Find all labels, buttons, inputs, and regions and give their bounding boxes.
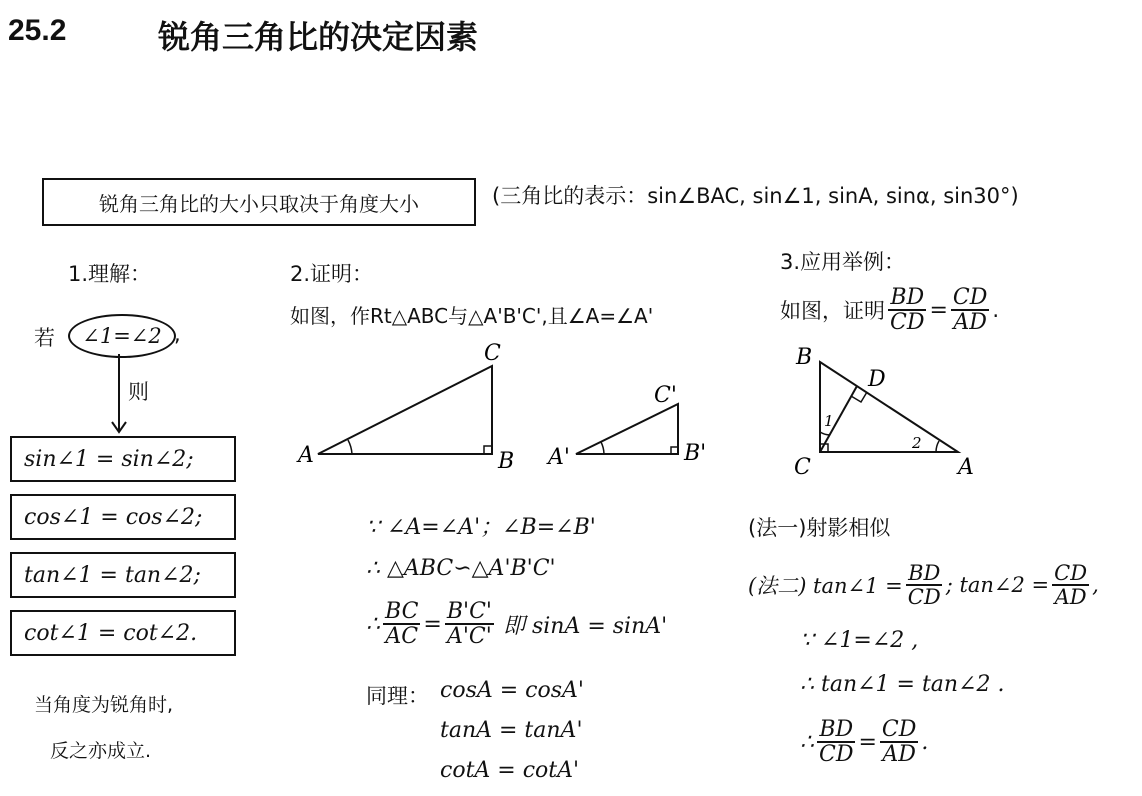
part3-heading: 3.应用举例： [780,250,906,274]
triangles-figure [290,334,740,484]
method2-line2: ∵ ∠1=∠2 , [800,628,919,653]
label-b: B [498,449,515,474]
same-label: 同理： [366,684,429,708]
same-cot: cotA = cotA' [440,758,580,783]
prove-statement: 如图，证明 $\frac{BD}{CD}$ = $\frac{CD}{AD}$ . [780,285,1000,336]
section-number: 25.2 [8,14,67,47]
condition-suffix: , [174,322,181,346]
proof-step2: ∴ △ABC∽△A'B'C' [366,556,556,581]
label-a-prime: A' [548,445,570,470]
fraction-bc-ac: $\frac{BC}{AC}$ [385,599,419,650]
result-tan: tan∠1 = tan∠2; [10,552,236,598]
fig-label-c: C [794,455,811,480]
proof-setup: 如图，作Rt△ABC与△A'B'C',且∠A=∠A' [290,304,654,328]
m2-final-fraction-cd-ad: $\frac{CD}{AD}$ [881,717,917,768]
fraction-bd-cd: $\frac{BD}{CD}$ [890,285,925,336]
fig-angle-1: 1 [824,412,834,430]
main-statement: 锐角三角比的大小只取决于角度大小 [99,191,419,216]
fig-label-d: D [868,367,886,392]
main-statement-box [42,178,476,226]
result-cos: cos∠1 = cos∠2; [10,494,236,540]
label-c-prime: C' [654,383,677,408]
if-label: 若 [34,326,55,350]
triangle-abc [296,341,514,474]
label-a: A [298,443,314,468]
method1: (法一)射影相似 [748,516,891,540]
right-triangle-figure [790,344,990,484]
same-tan: tanA = tanA' [440,718,583,743]
proof-step1: ∵ ∠A=∠A'；∠B=∠B' [366,515,596,540]
note-line1: 当角度为锐角时, [34,694,174,716]
fig-label-b: B [796,345,813,370]
condition: ∠1=∠2 [82,324,162,348]
result-sin: sin∠1 = sin∠2; [10,436,236,482]
then-label: 则 [128,380,149,404]
m2-fraction-bd-cd: $\frac{BD}{CD}$ [907,561,941,610]
notation-note: (三角比的表示：sin∠BAC, sin∠1, sinA, sinα, sin30°) [492,184,1019,208]
m2-fraction-cd-ad: $\frac{CD}{AD}$ [1054,561,1088,610]
triangle-abc-prime [546,383,706,470]
method2-line3: ∴ tan∠1 = tan∠2 . [800,672,1005,697]
fraction-cd-ad: $\frac{CD}{AD}$ [952,285,988,336]
method2-line4: ∴ $\frac{BD}{CD}$ = $\frac{CD}{AD}$ . [800,717,929,768]
label-b-prime: B' [684,441,707,466]
fraction-bc-ac-prime: $\frac{B'C'}{A'C'}$ [446,599,492,650]
result-cot: cot∠1 = cot∠2. [10,610,236,656]
page-title: 锐角三角比的决定因素 [158,18,479,56]
method2-line1: (法二) tan∠1 = $\frac{BD}{CD}$ ; tan∠2 = $\frac{CD}{AD}$ , [748,561,1099,610]
part2-heading: 2.证明： [290,262,374,286]
label-c: C [484,341,501,366]
note-line2: 反之亦成立. [50,740,152,762]
proof-step3: ∴ $\frac{BC}{AC}$ = $\frac{B'C'}{A'C'}$ 即 sinA = sinA' [366,599,668,650]
fig-label-a: A [958,455,974,480]
part1-heading: 1.理解： [68,262,152,286]
same-cos: cosA = cosA' [440,678,584,703]
fig-angle-2: 2 [912,434,922,452]
m2-final-fraction-bd-cd: $\frac{BD}{CD}$ [819,717,854,768]
